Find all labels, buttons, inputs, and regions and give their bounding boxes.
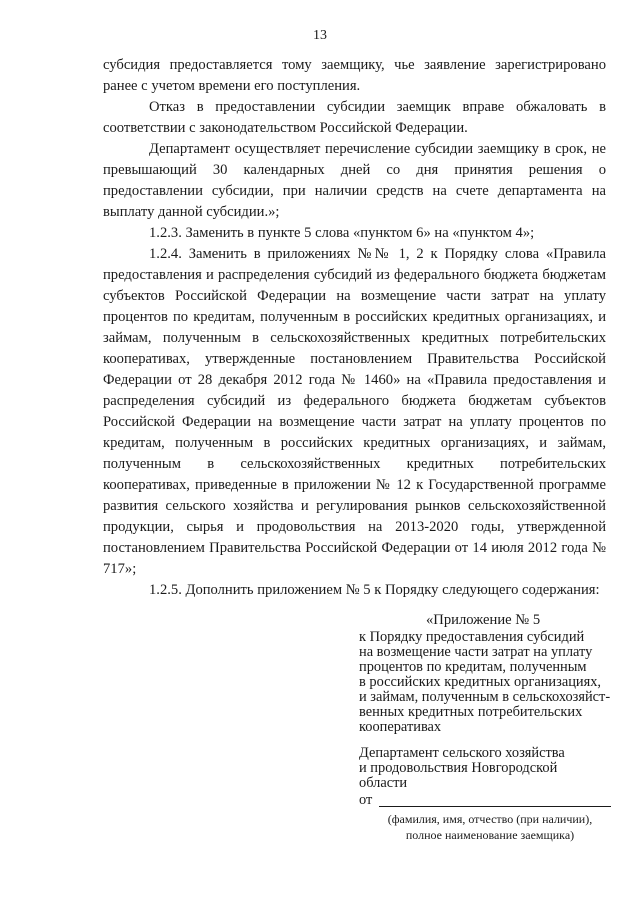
addressee-line: Департамент сельского хозяйства xyxy=(359,745,565,761)
paragraph: Департамент осуществляет перечисление субсидии заемщику в срок, не превышающий 30 календарных дней со дня принятия решения о предоставлении субсидии, при наличии средств на счете департамента на выплату данной субсидии.»; xyxy=(103,141,606,220)
hint-line: (фамилия, имя, отчество (при наличии), xyxy=(387,812,593,826)
appendix-line: кооперативах xyxy=(359,719,442,735)
from-underline xyxy=(379,806,611,807)
appendix-line: на возмещение части затрат на уплату xyxy=(359,644,593,660)
paragraph: субсидия предоставляется тому заемщику, чье заявление зарегистрировано ранее с учетом времени его поступления. xyxy=(103,57,606,94)
from-label: от xyxy=(359,792,373,808)
appendix-line: процентов по кредитам, полученным xyxy=(359,659,587,675)
appendix-line: к Порядку предоставления субсидий xyxy=(359,629,585,645)
paragraph: Отказ в предоставлении субсидии заемщик вправе обжаловать в соответствии с законодательством Российской Федерации. xyxy=(103,99,606,136)
appendix-description xyxy=(359,630,609,735)
addressee-block xyxy=(359,746,609,791)
appendix-line: венных кредитных потребительских xyxy=(359,704,583,720)
addressee-line: области xyxy=(359,775,408,791)
appendix-line: и займам, полученным в сельскохозяйст- xyxy=(359,689,611,705)
from-field-hint xyxy=(366,811,614,843)
addressee-line: и продовольствия Новгородской xyxy=(359,760,558,776)
appendix-line: в российских кредитных организациях, xyxy=(359,674,602,690)
page-number: 13 xyxy=(313,28,327,43)
appendix-title: «Приложение № 5 xyxy=(426,612,541,628)
paragraph: 1.2.3. Заменить в пункте 5 слова «пунктом 6» на «пунктом 4»; xyxy=(149,225,535,241)
paragraph: 1.2.5. Дополнить приложением № 5 к Порядку следующего содержания: xyxy=(149,582,600,598)
paragraph: 1.2.4. Заменить в приложениях №№ 1, 2 к Порядку слова «Правила предоставления и распределения субсидий из федерального бюджета бюджетам субъектов Российской Федерации на возмещение части затрат на уплату процентов по кредитам, полученным в российских кредитных организациях, и займам, полученным в сельскохозяйственных кредитных потребительских кооперативах, утвержденные постановлением Правительства Российской Федерации от 28 декабря 2012 года № 1460» на «Правила предоставления и распределения субсидий из федерального бюджета бюджетам субъектов Российской Федерации на возмещение части затрат на уплату процентов по кредитам, полученным в российских кредитных организациях, и займам, полученным в сельскохозяйственных кредитных потребительских кооперативах, приведенные в приложении № 12 к Государственной программе развития сельского хозяйства и регулирования рынков сельскохозяйственной продукции, сырья и продовольствия на 2013-2020 годы, утвержденной постановлением Правительства Российской Федерации от 14 июля 2012 года № 717»; xyxy=(103,246,606,577)
from-field xyxy=(359,792,611,810)
hint-line: полное наименование заемщика) xyxy=(405,828,575,842)
body-text xyxy=(103,55,606,601)
